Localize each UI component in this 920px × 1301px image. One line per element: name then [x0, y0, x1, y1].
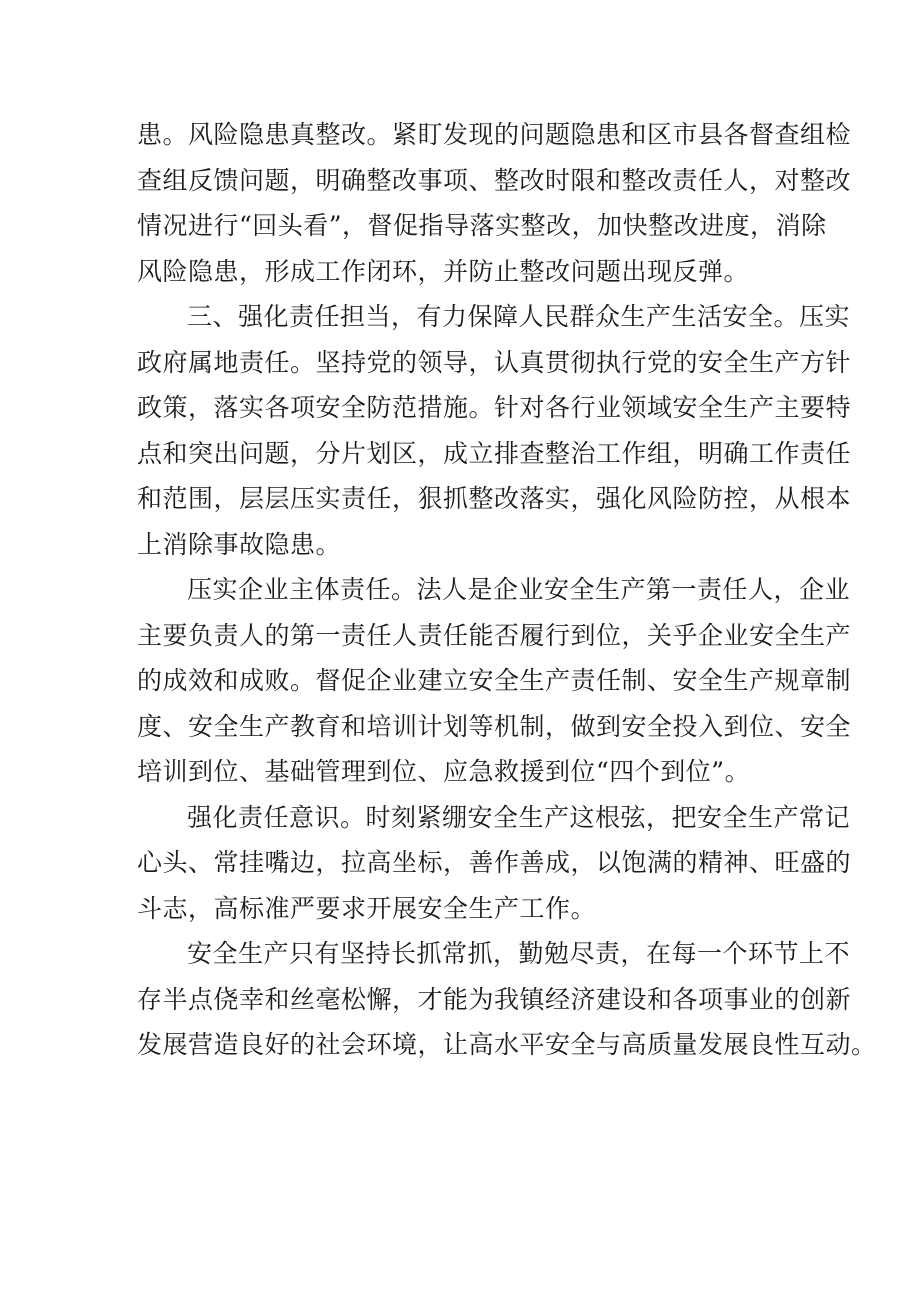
text-line: 查组反馈问题，明确整改事项、整改时限和整改责任人，对整改: [137, 165, 852, 195]
paragraph-responsibility-awareness: [137, 795, 852, 932]
text-line: 点和突出问题，分片划区，成立排查整治工作组，明确工作责任: [137, 438, 852, 468]
text-line: 存半点侥幸和丝毫松懈，才能为我镇经济建设和各项事业的创新: [137, 984, 852, 1014]
text-line: 的成效和成败。督促企业建立安全生产责任制、安全生产规章制: [137, 666, 852, 695]
text-line: 患。风险隐患真整改。紧盯发现的问题隐患和区市县各督查组检: [137, 120, 852, 149]
text-line: 风险隐患，形成工作闭环，并防止整改问题出现反弹。: [137, 256, 750, 286]
paragraph-conclusion: [137, 931, 877, 1068]
text-line: 安全生产只有坚持长抓常抓，勤勉尽责，在每一个环节上不: [187, 939, 851, 968]
text-line: 政策，落实各项安全防范措施。针对各行业领域安全生产主要特: [137, 393, 852, 422]
text-line: 政府属地责任。坚持党的领导，认真贯彻执行党的安全生产方针: [137, 347, 852, 377]
text-line: 强化责任意识。时刻紧绷安全生产这根弦，把安全生产常记: [187, 802, 851, 832]
text-line: 三、强化责任担当，有力保障人民群众生产生活安全。压实: [187, 302, 851, 331]
text-line: 和范围，层层压实责任，狠抓整改落实，强化风险防控，从根本: [137, 484, 852, 513]
text-line: 压实企业主体责任。法人是企业安全生产第一责任人，企业: [187, 575, 851, 604]
text-line: 发展营造良好的社会环境，让高水平安全与高质量发展良性互动。: [137, 1030, 877, 1059]
text-line: 主要负责人的第一责任人责任能否履行到位，关乎企业安全生产: [137, 620, 852, 650]
paragraph-section-three: [137, 294, 852, 567]
text-line: 度、安全生产教育和培训计划等机制，做到安全投入到位、安全: [137, 711, 852, 741]
paragraph-hazard-rectification: [137, 112, 852, 294]
text-line: 情况进行“回头看”，督促指导落实整改，加快整改进度，消除: [137, 211, 827, 240]
paragraph-enterprise-responsibility: [137, 567, 852, 795]
text-line: 斗志，高标准严要求开展安全生产工作。: [137, 893, 597, 923]
text-line: 上消除事故隐患。: [137, 529, 342, 559]
text-line: 培训到位、基础管理到位、应急救援到位“四个到位”。: [137, 757, 751, 786]
document-body: [137, 112, 877, 1068]
text-line: 心头、常挂嘴边，拉高坐标，善作善成，以饱满的精神、旺盛的: [137, 848, 852, 877]
